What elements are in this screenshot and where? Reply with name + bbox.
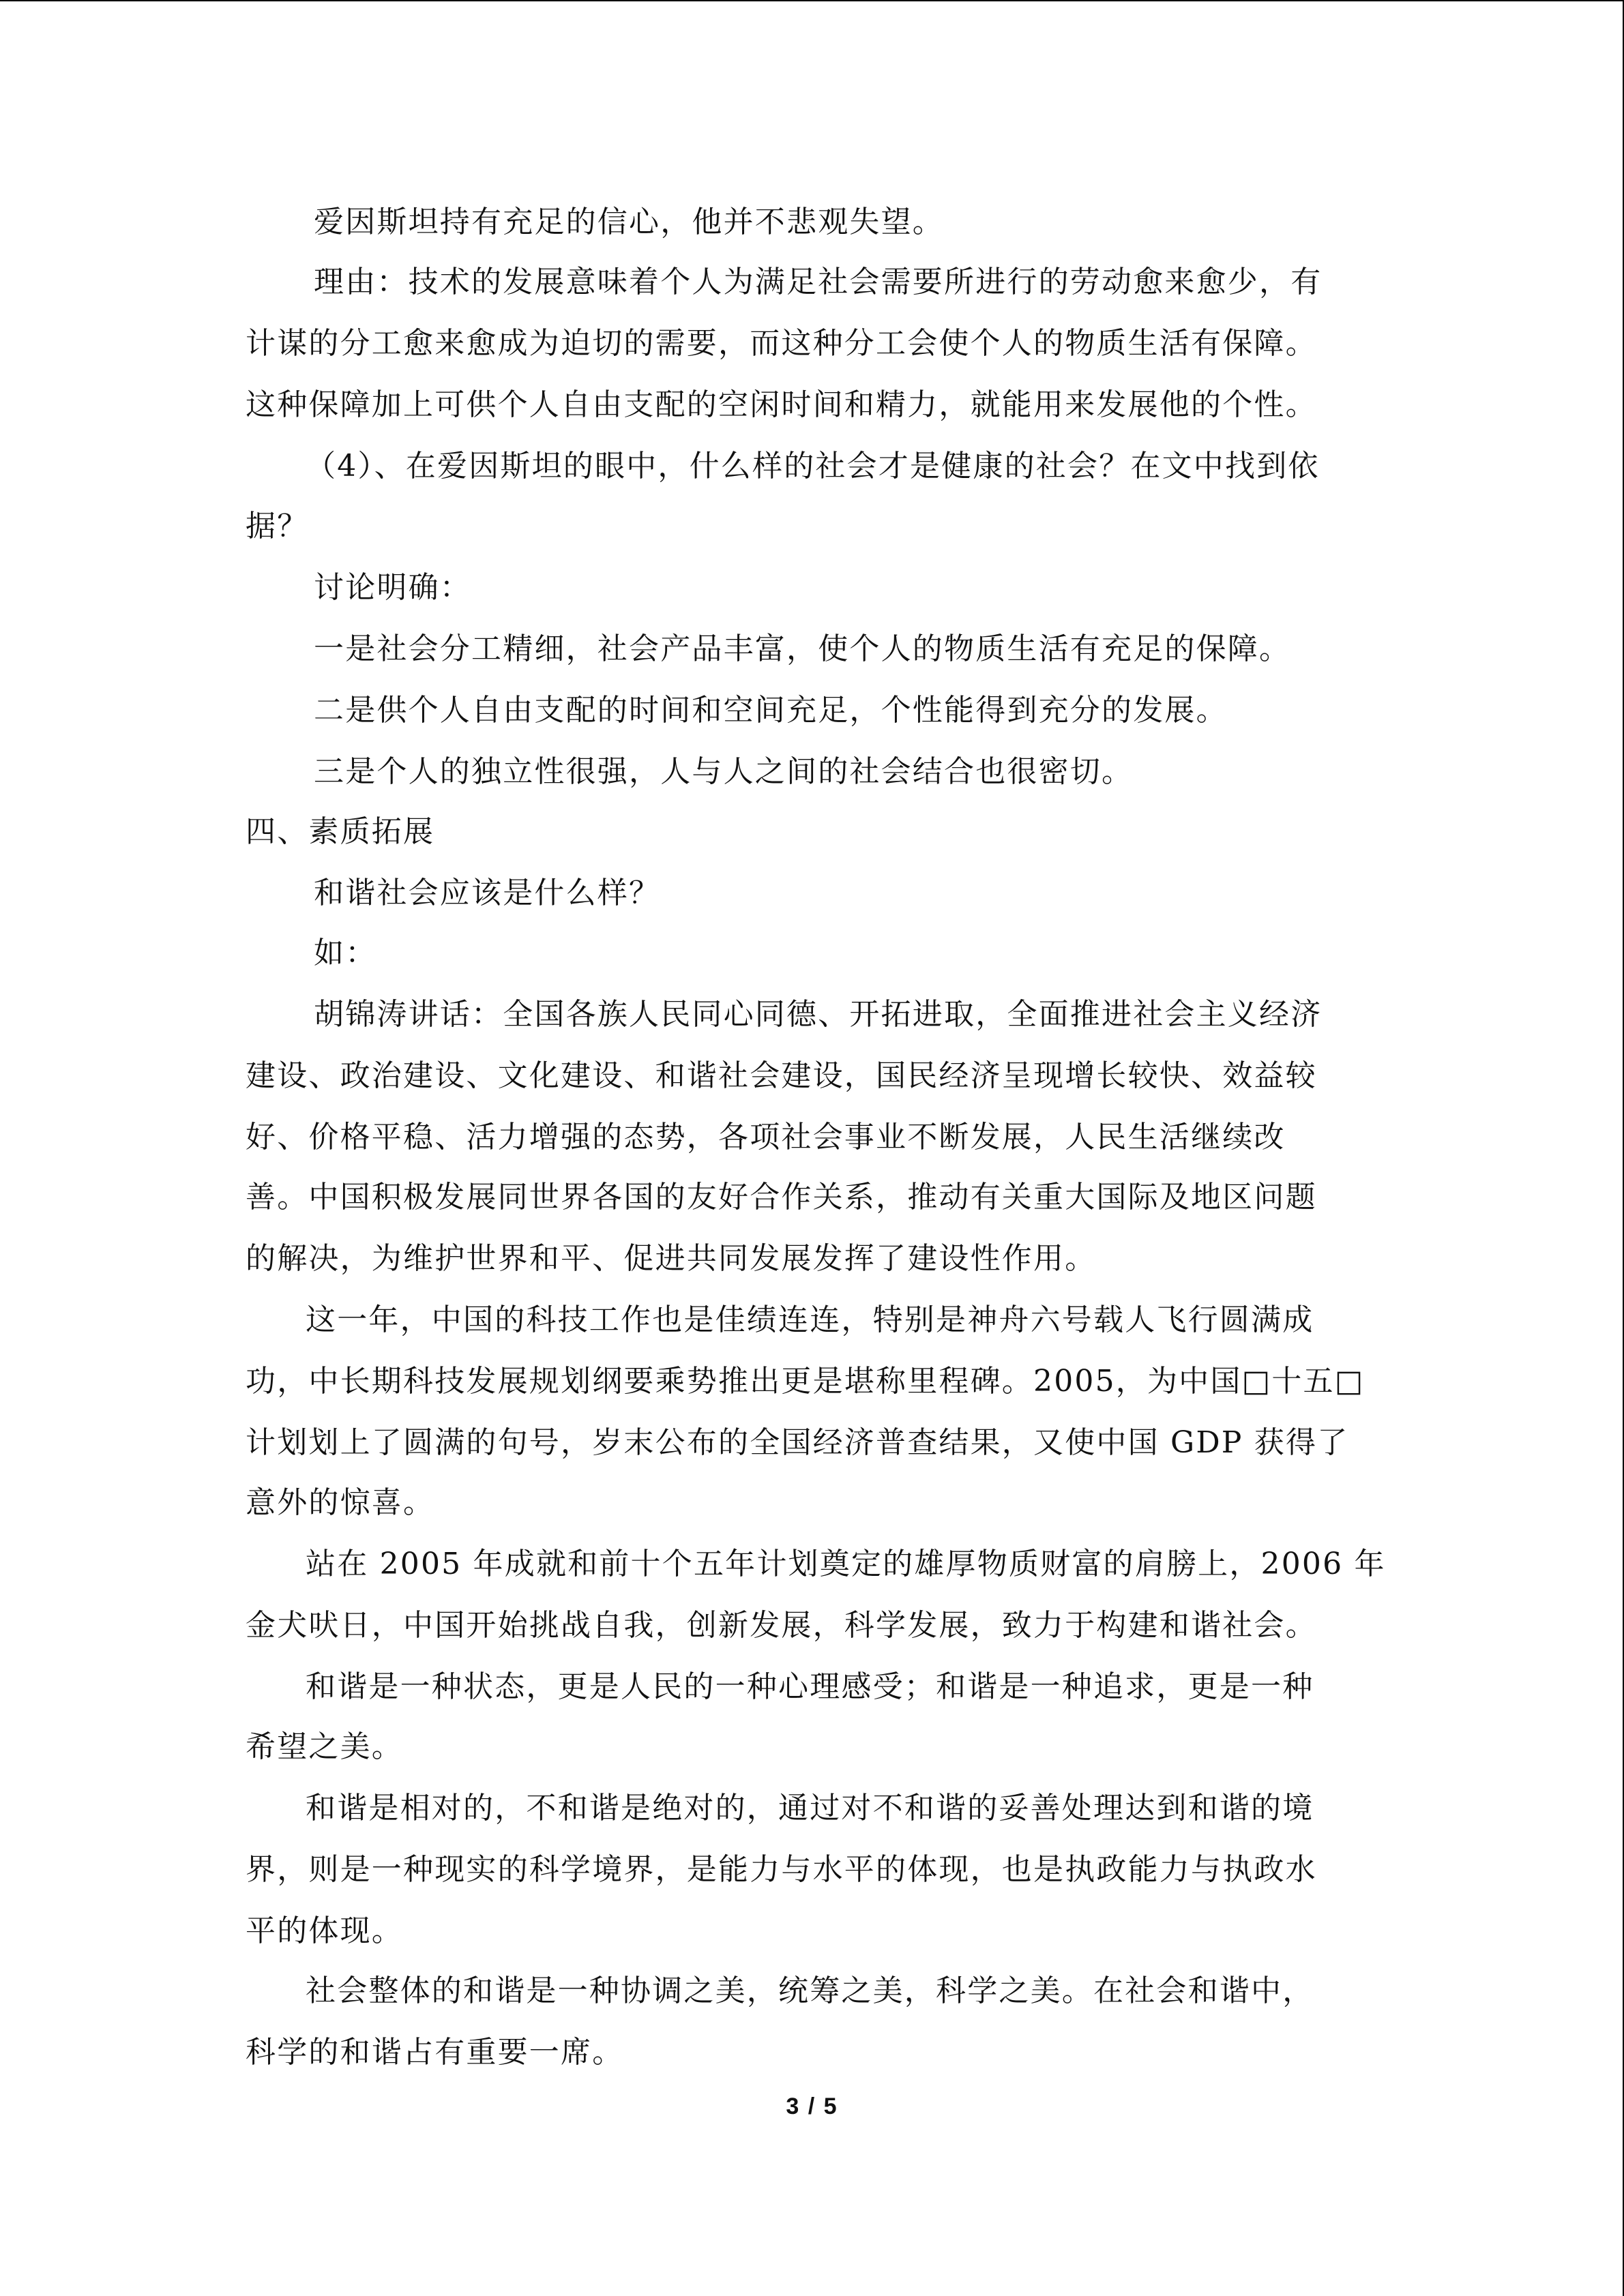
paragraph-line: 平的体现。 [246,1913,403,1948]
paragraph-line: 金犬吠日，中国开始挑战自我，创新发展，科学发展，致力于构建和谐社会。 [246,1608,1317,1643]
paragraph-line: 理由：技术的发展意味着个人为满足社会需要所进行的劳动愈来愈少，有 [314,265,1323,299]
paragraph-line: 讨论明确： [314,570,471,605]
paragraph-line: 建设、政治建设、文化建设、和谐社会建设，国民经济呈现增长较快、效益较 [246,1058,1317,1093]
page-number: 3 / 5 [786,2093,838,2119]
paragraph-line: 善。中国积极发展同世界各国的友好合作关系，推动有关重大国际及地区问题 [246,1180,1317,1214]
paragraph-line: 计划划上了圆满的句号，岁末公布的全国经济普查结果，又使中国 GDP 获得了 [246,1425,1349,1460]
paragraph-line: 二是供个人自由支配的时间和空间充足，个性能得到充分的发展。 [314,693,1228,728]
paragraph-line: 希望之美。 [246,1729,403,1764]
paragraph-line: 的解决，为维护世界和平、促进共同发展发挥了建设性作用。 [246,1241,1097,1276]
paragraph-line: 科学的和谐占有重要一席。 [246,2035,624,2070]
paragraph-line: （4）、在爱因斯坦的眼中，什么样的社会才是健康的社会？在文中找到依 [306,449,1320,483]
paragraph-line: 三是个人的独立性很强，人与人之间的社会结合也很密切。 [314,754,1134,789]
paragraph-line: 胡锦涛讲话：全国各族人民同心同德、开拓进取，全面推进社会主义经济 [314,997,1323,1032]
paragraph-line: 爱因斯坦持有充足的信心，他并不悲观失望。 [314,205,944,239]
paragraph-line: 和谐是相对的，不和谐是绝对的，通过对不和谐的妥善处理达到和谐的境 [306,1791,1314,1825]
paragraph-line: 和谐是一种状态，更是人民的一种心理感受；和谐是一种追求，更是一种 [306,1669,1314,1704]
paragraph-line: 这一年，中国的科技工作也是佳绩连连，特别是神舟六号载人飞行圆满成 [306,1302,1314,1337]
paragraph-line: 计谋的分工愈来愈成为迫切的需要，而这种分工会使个人的物质生活有保障。 [246,326,1317,361]
paragraph-line: 功，中长期科技发展规划纲要乘势推出更是堪称里程碑。2005，为中国□十五□ [246,1364,1365,1399]
paragraph-line: 社会整体的和谐是一种协调之美，统筹之美，科学之美。在社会和谐中， [306,1973,1314,2008]
paragraph-line: 好、价格平稳、活力增强的态势，各项社会事业不断发展，人民生活继续改 [246,1120,1286,1154]
paragraph-line: 一是社会分工精细，社会产品丰富，使个人的物质生活有充足的保障。 [314,631,1291,666]
paragraph-line: 站在 2005 年成就和前十个五年计划奠定的雄厚物质财富的肩膀上，2006 年 [306,1547,1386,1581]
paragraph-line: 意外的惊喜。 [246,1485,435,1520]
paragraph-line: 如： [314,936,377,970]
paragraph-line: 据？ [246,509,309,543]
section-heading: 四、素质拓展 [246,814,435,849]
paragraph-line: 这种保障加上可供个人自由支配的空闲时间和精力，就能用来发展他的个性。 [246,387,1317,422]
paragraph-line: 和谐社会应该是什么样？ [314,876,661,910]
paragraph-line: 界，则是一种现实的科学境界，是能力与水平的体现，也是执政能力与执政水 [246,1852,1317,1887]
